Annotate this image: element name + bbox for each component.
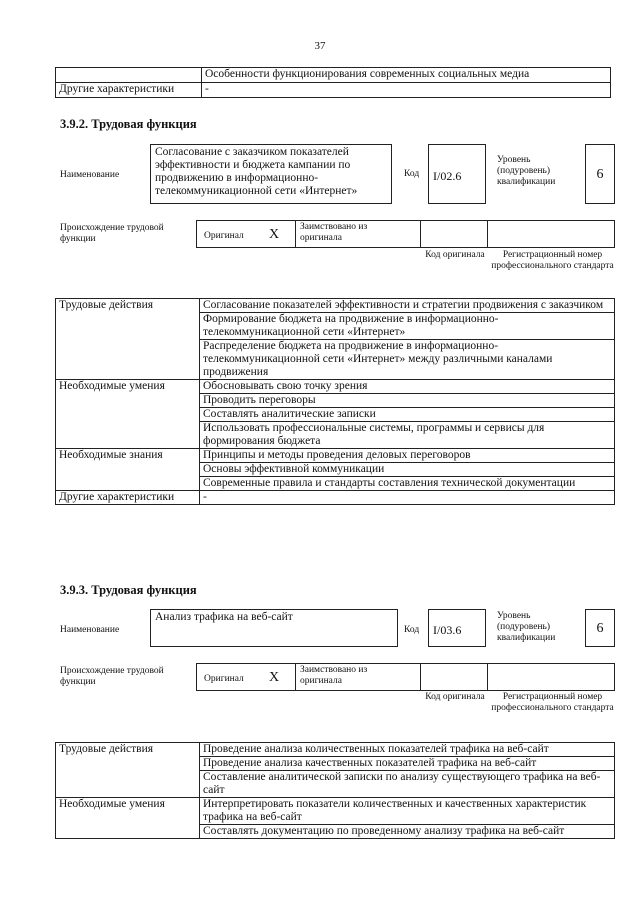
table-cell: Проведение анализа количественных показателей трафика на веб-сайт <box>200 743 615 757</box>
divider <box>295 664 296 690</box>
table-row <box>56 491 615 505</box>
table-cell: Составлять документацию по проведенному анализу трафика на веб-сайт <box>200 825 615 839</box>
table-cell: Проведение анализа качественных показателей трафика на веб-сайт <box>200 757 615 771</box>
table-cell: Формирование бюджета на продвижение в информационно-телекоммуникационной сети «Интернет» <box>200 313 615 340</box>
divider <box>420 664 421 690</box>
divider <box>295 221 296 247</box>
continuation-table <box>55 67 611 98</box>
row-label: Другие характеристики <box>56 491 200 505</box>
row-label: Необходимые умения <box>56 798 200 839</box>
table-cell: Принципы и методы проведения деловых переговоров <box>200 449 615 463</box>
original-mark: X <box>269 670 280 685</box>
table-cell: Согласование показателей эффективности и стратегии продвижения с заказчиком <box>200 299 615 313</box>
table-cell: - <box>200 491 615 505</box>
table-cell: Основы эффективной коммуникации <box>200 463 615 477</box>
row-label: Трудовые действия <box>56 743 200 798</box>
code-label: Код <box>404 169 420 179</box>
divider <box>487 221 488 247</box>
table-row <box>56 380 615 394</box>
table-row <box>56 83 611 98</box>
code-original-label: Код оригинала <box>425 250 485 260</box>
code-box <box>428 609 486 647</box>
origin-row <box>196 663 615 691</box>
origin-label: Происхождение трудовой функции <box>60 666 164 687</box>
table-cell: Проводить переговоры <box>200 394 615 408</box>
reg-number-label: Регистрационный номер профессионального стандарта <box>491 692 614 713</box>
row-label: Другие характеристики <box>56 83 202 98</box>
code-original-label: Код оригинала <box>425 692 485 702</box>
section-heading: 3.9.3. Трудовая функция <box>60 583 197 597</box>
divider <box>487 664 488 690</box>
table-row <box>56 299 615 313</box>
row-label: Необходимые умения <box>56 380 200 449</box>
table-row <box>56 68 611 83</box>
level-label: Уровень (подуровень) квалификации <box>497 611 556 643</box>
page-number: 37 <box>314 40 326 52</box>
original-label: Оригинал <box>204 231 244 241</box>
table-cell: Распределение бюджета на продвижение в информационно-телекоммуникационной сети «Интернет» между различными каналами продвижения <box>200 340 615 380</box>
level-value: 6 <box>596 621 604 636</box>
level-box <box>585 609 615 647</box>
row-value: Особенности функционирования современных социальных медиа <box>202 68 611 83</box>
level-box <box>585 144 615 204</box>
code-value: I/02.6 <box>433 169 462 183</box>
code-value: I/03.6 <box>433 623 462 637</box>
table-row <box>56 743 615 757</box>
function-name-box: Анализ трафика на веб-сайт <box>150 609 398 647</box>
origin-row <box>196 220 615 248</box>
original-label: Оригинал <box>204 674 244 684</box>
row-label: Трудовые действия <box>56 299 200 380</box>
table-cell: Составление аналитической записки по анализу существующего трафика на веб-сайт <box>200 771 615 798</box>
row-label <box>56 68 202 83</box>
table-row <box>56 798 615 825</box>
borrowed-label: Заимствовано из оригинала <box>300 665 368 686</box>
table-cell: Использовать профессиональные системы, программы и сервисы для формирования бюджета <box>200 422 615 449</box>
borrowed-label: Заимствовано из оригинала <box>300 222 368 243</box>
function-table-1 <box>55 298 615 505</box>
origin-label: Происхождение трудовой функции <box>60 223 164 244</box>
row-value: - <box>202 83 611 98</box>
table-cell: Составлять аналитические записки <box>200 408 615 422</box>
level-value: 6 <box>596 167 604 182</box>
level-label: Уровень (подуровень) квалификации <box>497 155 556 187</box>
table-cell: Обосновывать свою точку зрения <box>200 380 615 394</box>
original-mark: X <box>269 227 280 242</box>
name-label: Наименование <box>60 170 120 180</box>
code-label: Код <box>404 625 420 635</box>
table-cell: Интерпретировать показатели количественных и качественных характеристик трафика на веб-сайт <box>200 798 615 825</box>
reg-number-label: Регистрационный номер профессионального стандарта <box>491 250 614 271</box>
name-label: Наименование <box>60 625 120 635</box>
table-row <box>56 449 615 463</box>
code-box <box>428 144 486 204</box>
function-table-2 <box>55 742 615 839</box>
divider <box>420 221 421 247</box>
row-label: Необходимые знания <box>56 449 200 491</box>
function-name-box: Согласование с заказчиком показателей эффективности и бюджета кампании по продвижению в информационно-телекоммуникационной сети «Интернет» <box>150 144 392 204</box>
table-cell: Современные правила и стандарты составления технической документации <box>200 477 615 491</box>
section-heading: 3.9.2. Трудовая функция <box>60 117 197 131</box>
